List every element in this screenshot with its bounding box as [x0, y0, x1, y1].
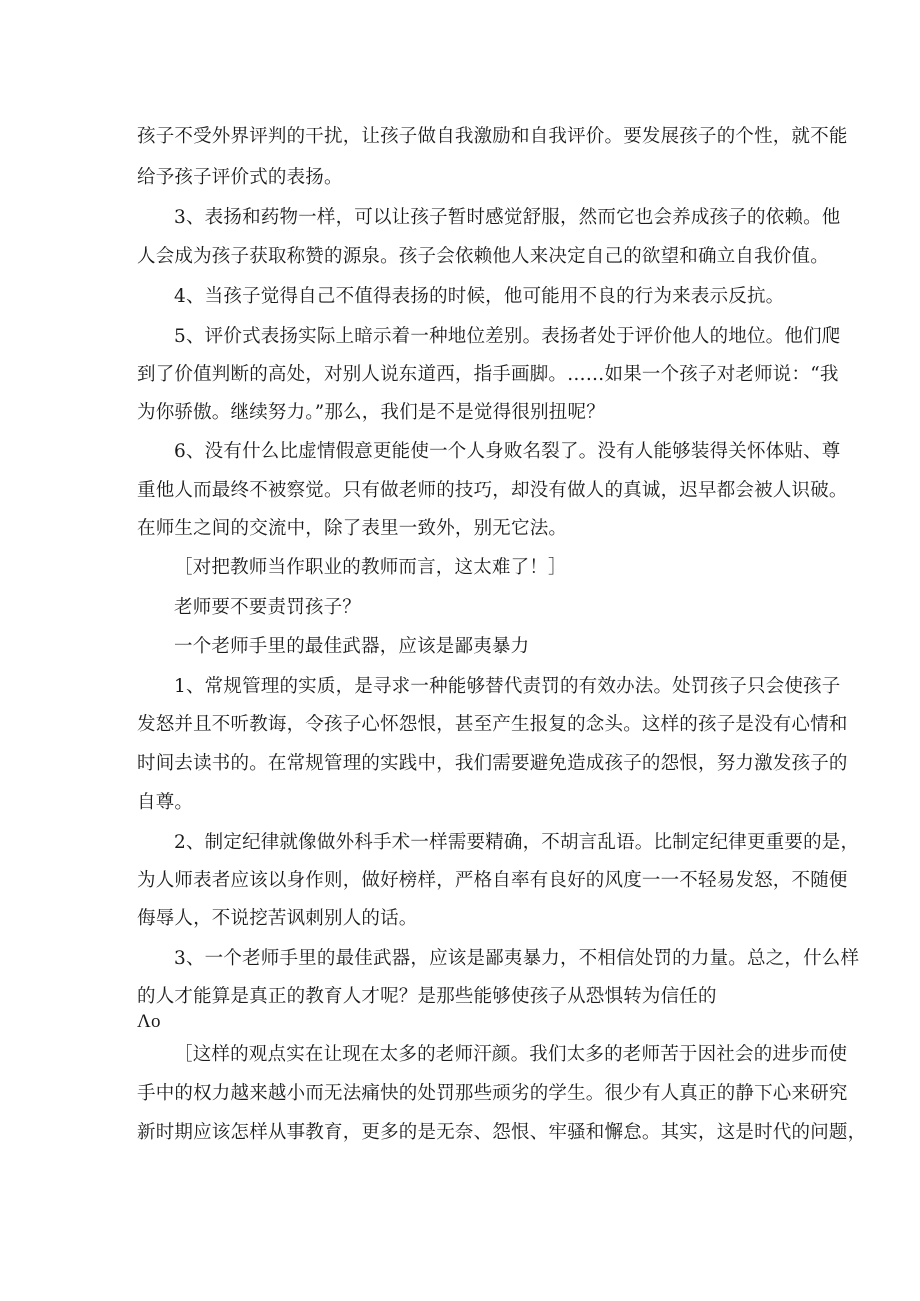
- text-line: ［这样的观点实在让现在太多的老师汗颜。我们太多的老师苦于因社会的进步而使: [174, 1044, 848, 1065]
- text-line: 3、表扬和药物一样，可以让孩子暂时感觉舒服，然而它也会养成孩子的依赖。他: [174, 207, 841, 228]
- text-line: 手中的权力越来越小而无法痛快的处罚那些顽劣的学生。很少有人真正的静下心来研究: [137, 1083, 848, 1104]
- text-line: 人会成为孩子获取称赞的源泉。孩子会依赖他人来决定自己的欲望和确立自我价值。: [137, 246, 829, 267]
- text-line: 重他人而最终不被察觉。只有做老师的技巧，却没有做人的真诚，迟早都会被人识破。: [137, 480, 848, 501]
- text-line: 老师要不要责罚孩子？: [174, 597, 362, 618]
- text-line: 为人师表者应该以身作则，做好榜样，严格自率有良好的风度一一不轻易发怒，不随便: [137, 870, 848, 891]
- text-line: 的人才能算是真正的教育人才呢？是那些能够使孩子从恐惧转为信任的: [137, 986, 717, 1007]
- text-line: 2、制定纪律就像做外科手术一样需要精确，不胡言乱语。比制定纪律更重要的是，: [174, 832, 860, 853]
- text-line: 侮辱人，不说挖苦讽刺别人的话。: [137, 908, 418, 929]
- text-line: 孩子不受外界评判的干扰，让孩子做自我激励和自我评价。要发展孩子的个性，就不能: [137, 126, 848, 147]
- text-line: 一个老师手里的最佳武器，应该是鄙夷暴力: [174, 636, 530, 657]
- text-line: 3、一个老师手里的最佳武器，应该是鄙夷暴力，不相信处罚的力量。总之，什么样: [174, 948, 860, 969]
- text-line: 自尊。: [137, 792, 194, 813]
- text-line: Λo: [137, 1011, 161, 1032]
- text-line: 4、当孩子觉得自己不值得表扬的时候，他可能用不良的行为来表示反抗。: [174, 286, 785, 307]
- text-line: 5、评价式表扬实际上暗示着一种地位差别。表扬者处于评价他人的地位。他们爬: [174, 326, 841, 347]
- text-line: 到了价值判断的高处，对别人说东道西，指手画脚。……如果一个孩子对老师说：“我: [137, 364, 839, 385]
- text-line: 发怒并且不听教诲，令孩子心怀怨恨，甚至产生报复的念头。这样的孩子是没有心情和: [137, 714, 848, 735]
- text-line: 为你骄傲。继续努力。”那么，我们是不是觉得很别扭呢？: [137, 402, 605, 423]
- text-line: 在师生之间的交流中，除了表里一致外，别无它法。: [137, 518, 568, 539]
- text-line: 1、常规管理的实质，是寻求一种能够替代责罚的有效办法。处罚孩子只会使孩子: [174, 676, 841, 697]
- text-line: 给予孩子评价式的表扬。: [137, 167, 343, 188]
- text-line: 6、没有什么比虚情假意更能使一个人身败名裂了。没有人能够装得关怀体贴、尊: [174, 441, 841, 462]
- text-line: 新时期应该怎样从事教育，更多的是无奈、怨恨、牢骚和懈怠。其实，这是时代的问题，: [137, 1122, 867, 1143]
- text-line: 时间去读书的。在常规管理的实践中，我们需要避免造成孩子的怨恨，努力激发孩子的: [137, 753, 848, 774]
- text-line: ［对把教师当作职业的教师而言，这太难了！］: [174, 557, 567, 578]
